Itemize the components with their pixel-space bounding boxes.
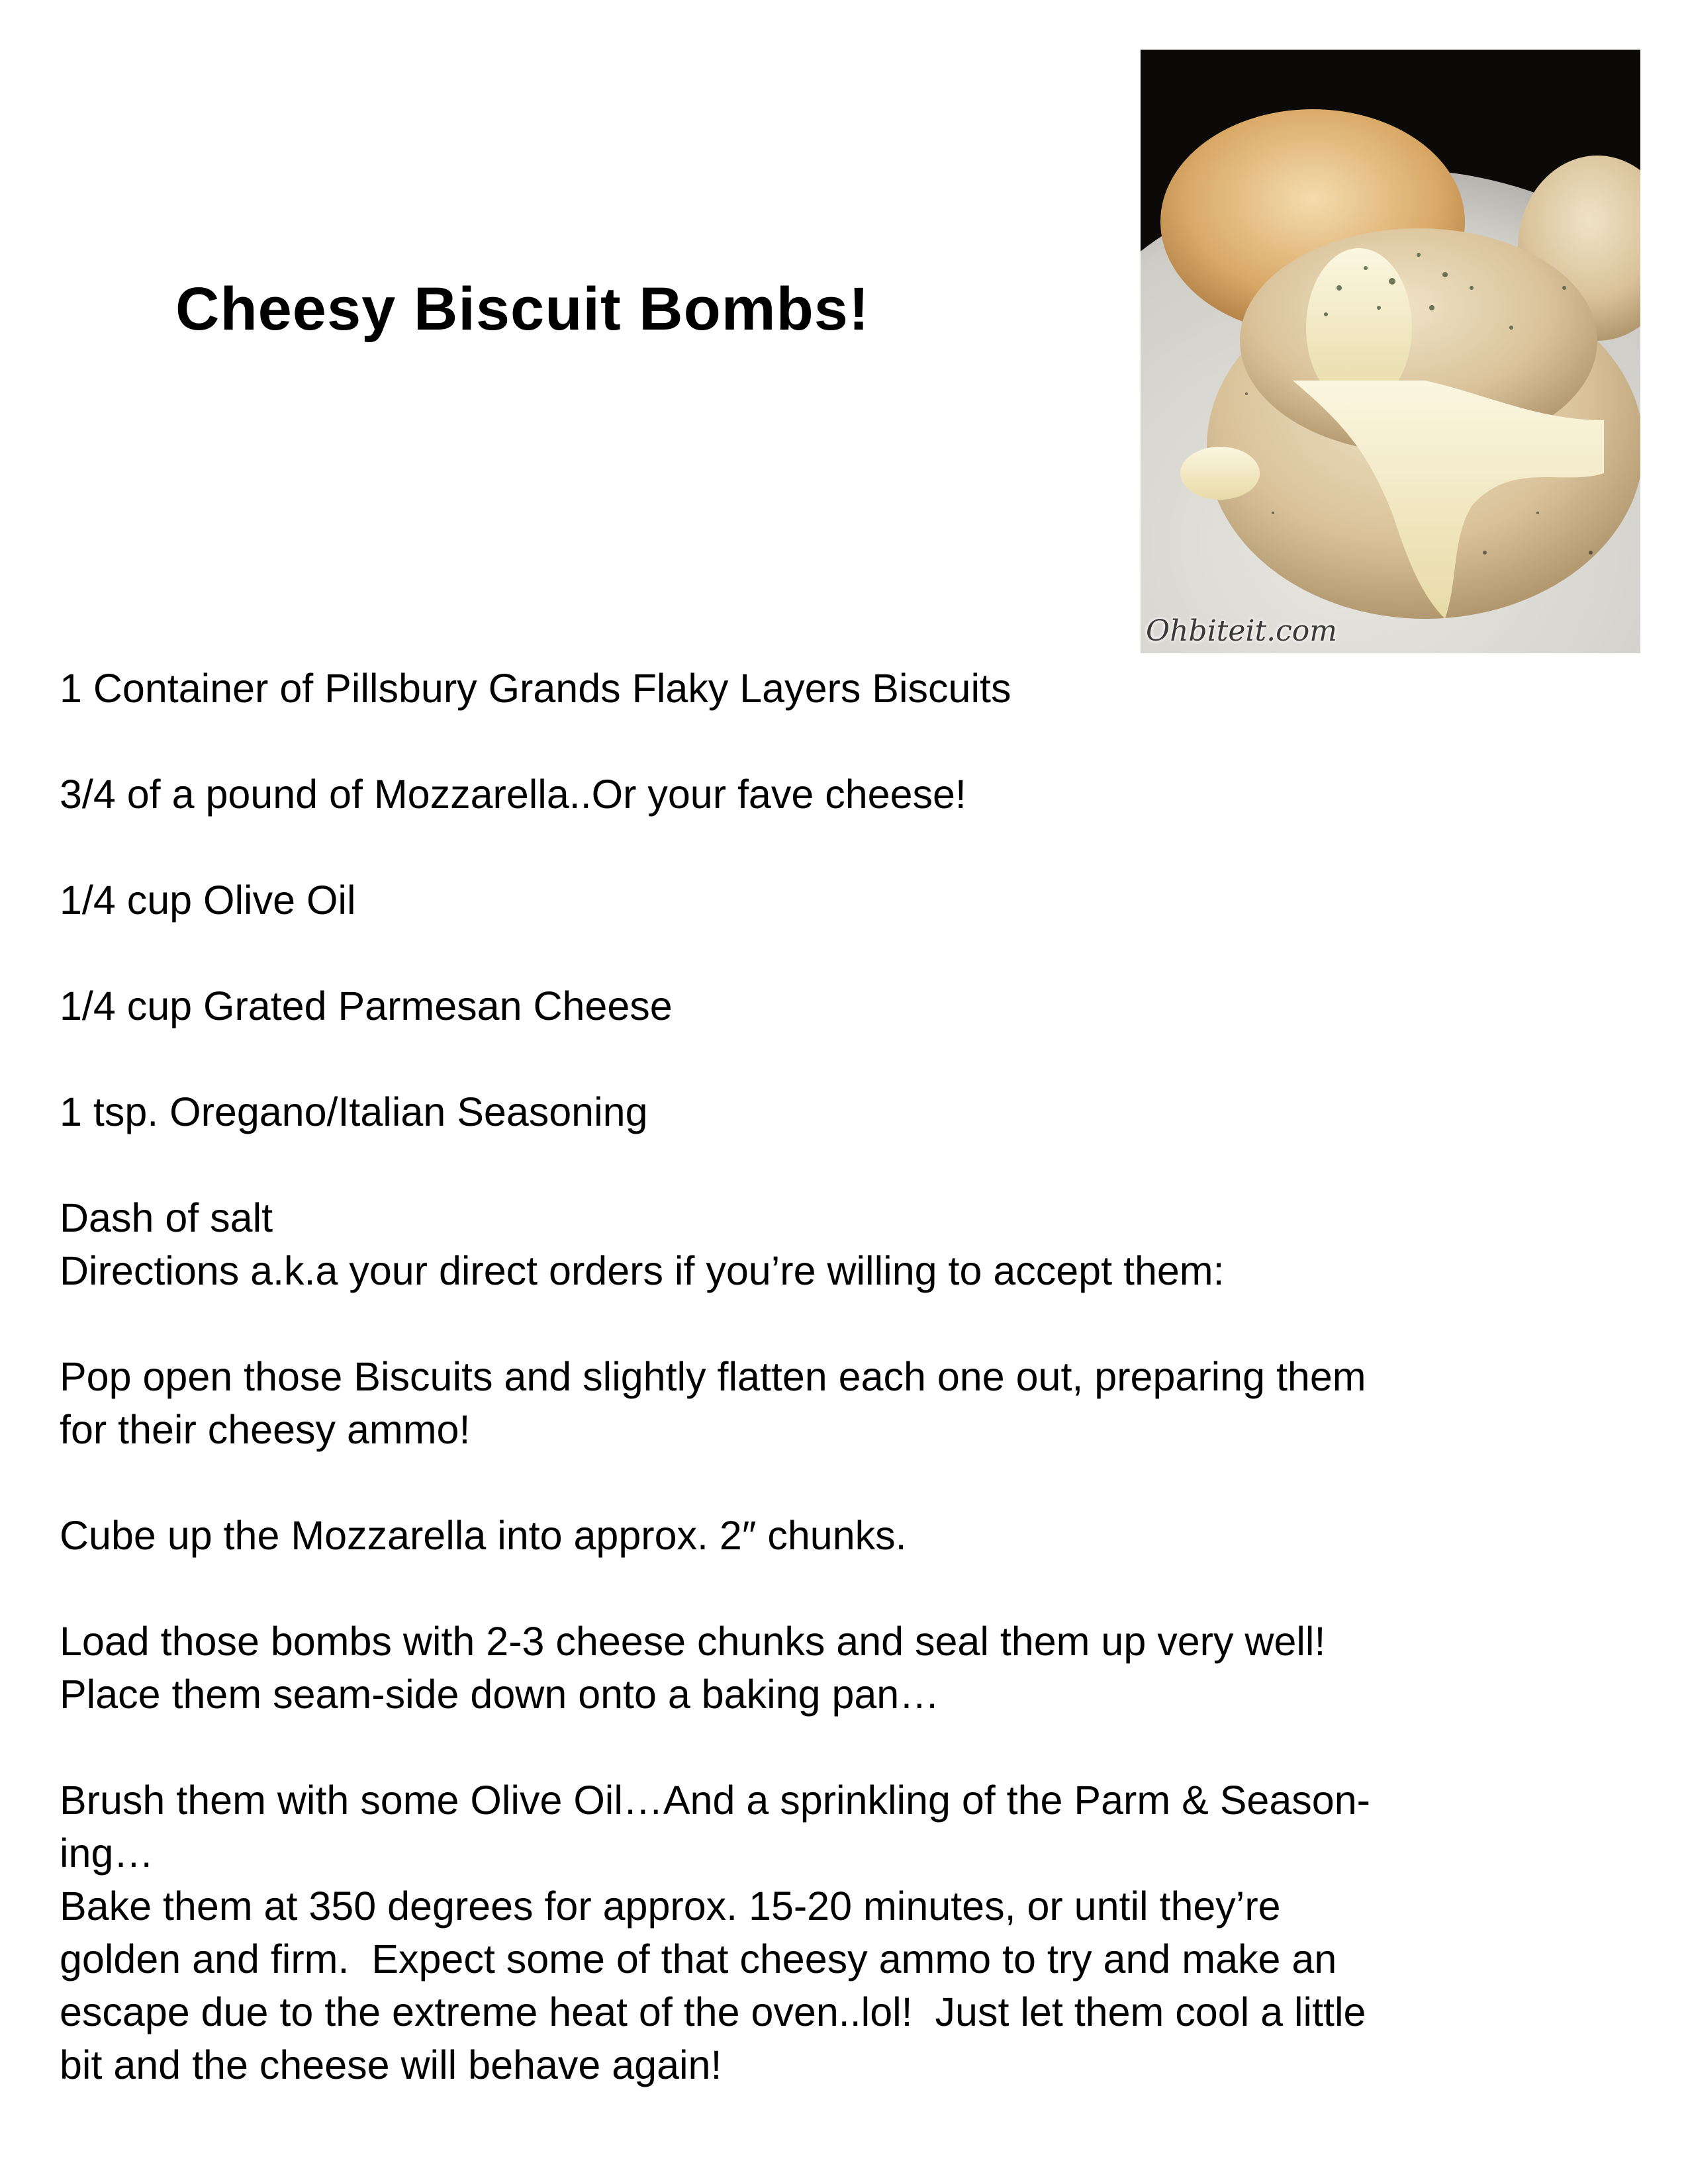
- direction-line: Bake them at 350 degrees for approx. 15-20 minutes, or until they’re: [60, 1884, 1281, 1929]
- ingredient-item: Dash of salt: [60, 1195, 273, 1240]
- ingredient-item: 3/4 of a pound of Mozzarella..Or your fave cheese!: [60, 772, 966, 817]
- watermark-text: Ohbiteit.com: [1146, 614, 1337, 648]
- ingredient-item: 1/4 cup Olive Oil: [60, 878, 356, 923]
- directions-list: [60, 1350, 1582, 2091]
- ingredient-item: 1 tsp. Oregano/Italian Seasoning: [60, 1089, 648, 1134]
- direction-line: ing…: [60, 1831, 154, 1876]
- direction-line: golden and firm. Expect some of that cheesy ammo to try and make an: [60, 1936, 1337, 1981]
- direction-line: for their cheesy ammo!: [60, 1407, 471, 1452]
- direction-line: Place them seam-side down onto a baking pan…: [60, 1672, 940, 1717]
- blank-line: [60, 1297, 1582, 1350]
- direction-line: escape due to the extreme heat of the oven..lol! Just let them cool a little: [60, 1989, 1366, 2034]
- blank-line: [60, 715, 1582, 768]
- direction-line: Cube up the Mozzarella into approx. 2″ chunks.: [60, 1513, 907, 1558]
- recipe-body: [60, 662, 1582, 2091]
- directions-heading: Directions a.k.a your direct orders if you’re willing to accept them:: [60, 1248, 1225, 1293]
- blank-line: [60, 821, 1582, 874]
- biscuit-illustration: [1141, 50, 1640, 653]
- blank-line: [60, 1456, 1582, 1509]
- ingredients-list: [60, 662, 1582, 1244]
- blank-line: [60, 1032, 1582, 1085]
- ingredient-item: 1/4 cup Grated Parmesan Cheese: [60, 983, 673, 1028]
- direction-line: Brush them with some Olive Oil…And a sprinkling of the Parm & Season-: [60, 1778, 1370, 1823]
- direction-line: Pop open those Biscuits and slightly flatten each one out, preparing them: [60, 1354, 1366, 1399]
- recipe-title: Cheesy Biscuit Bombs!: [175, 275, 870, 343]
- direction-line: Load those bombs with 2-3 cheese chunks and seal them up very well!: [60, 1619, 1326, 1664]
- ingredient-item: 1 Container of Pillsbury Grands Flaky Layers Biscuits: [60, 666, 1011, 711]
- direction-line: bit and the cheese will behave again!: [60, 2042, 722, 2087]
- blank-line: [60, 1562, 1582, 1615]
- recipe-photo: [1141, 50, 1640, 653]
- blank-line: [60, 1721, 1582, 1774]
- blank-line: [60, 927, 1582, 979]
- blank-line: [60, 1138, 1582, 1191]
